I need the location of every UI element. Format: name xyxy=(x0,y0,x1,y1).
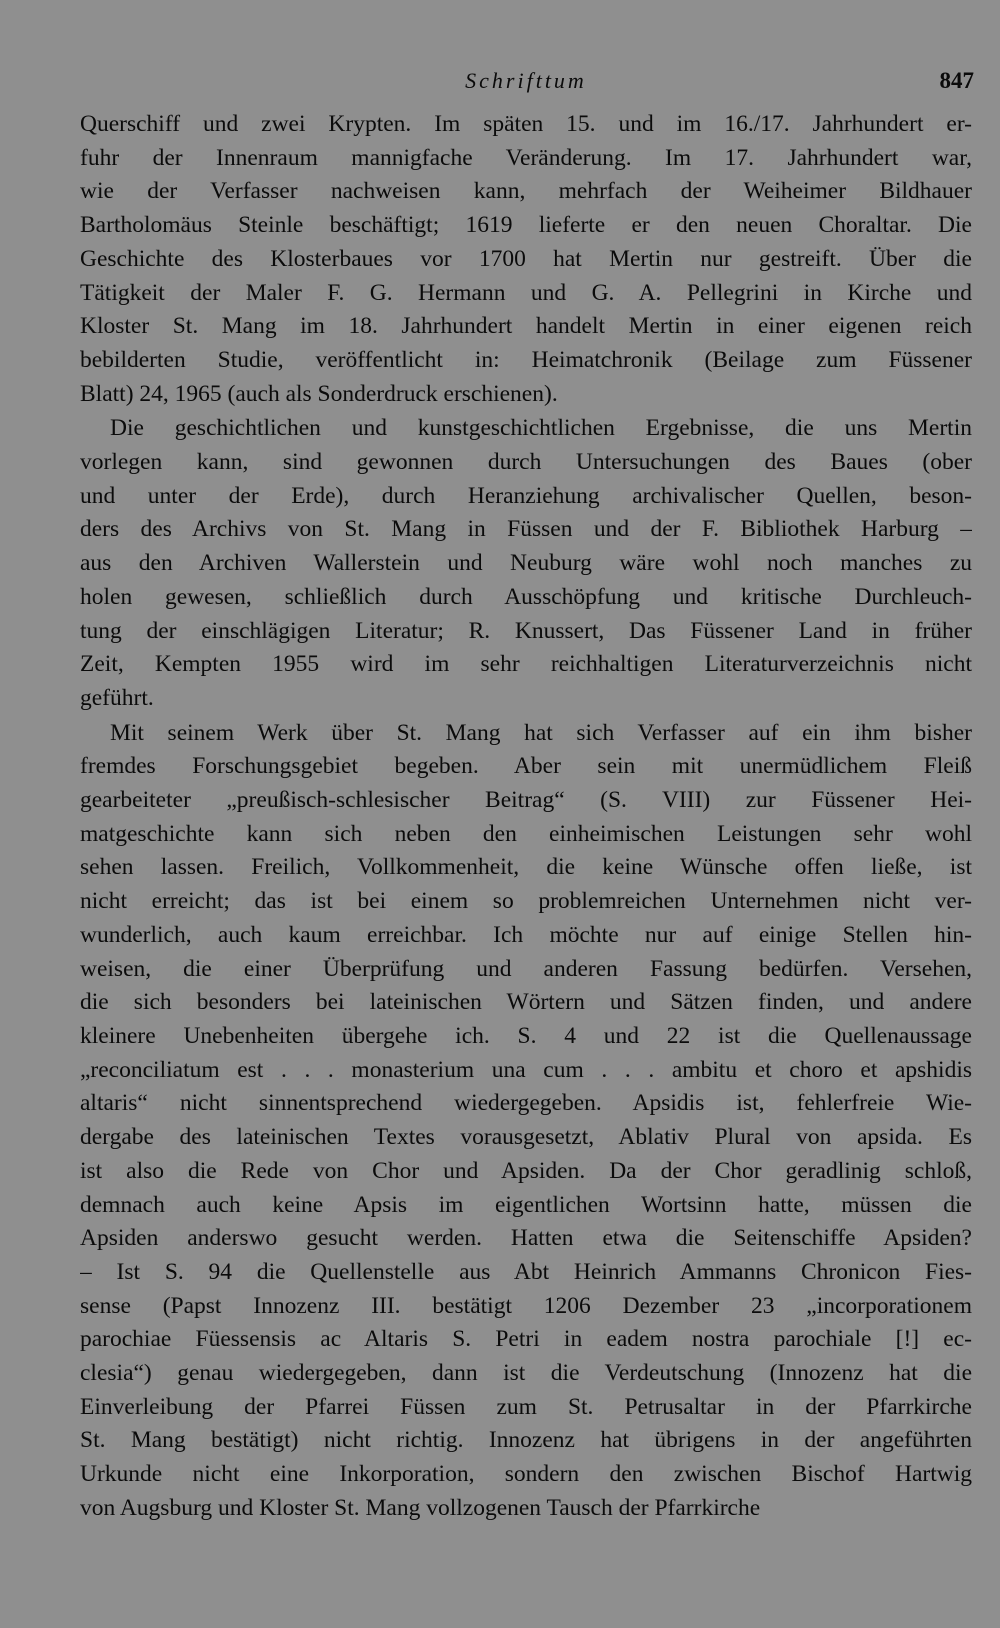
text-line: fremdes Forschungsgebiet begeben. Aber sein mit unermüdlichem Fleiß xyxy=(80,753,972,780)
text-line: Geschichte des Klosterbaues vor 1700 hat Mertin nur gestreift. Über die xyxy=(80,245,972,272)
text-line: gearbeiteter „preußisch-schlesischer Beitrag“ (S. VIII) zur Füssener Hei- xyxy=(80,787,972,814)
text-line: Blatt) 24, 1965 (auch als Sonderdruck erschienen). xyxy=(80,380,558,407)
running-head xyxy=(80,64,972,104)
paragraph-1 xyxy=(80,108,972,411)
text-line: wie der Verfasser nachweisen kann, mehrfach der Weiheimer Bildhauer xyxy=(80,178,972,205)
text-line: Mit seinem Werk über St. Mang hat sich Verfasser auf ein ihm bisher xyxy=(110,719,972,746)
text-line: parochiae Füessensis ac Altaris S. Petri in eadem nostra parochiale [!] ec- xyxy=(80,1326,972,1353)
text-line: „reconciliatum est . . . monasterium una cum . . . ambitu et choro et apshidis xyxy=(80,1056,972,1083)
text-line: Bartholomäus Steinle beschäftigt; 1619 lieferte er den neuen Choraltar. Die xyxy=(80,212,972,239)
body-text xyxy=(80,108,972,1526)
document-page xyxy=(80,64,972,1564)
text-line: dergabe des lateinischen Textes vorausgesetzt, Ablativ Plural von apsida. Es xyxy=(80,1124,972,1151)
text-line: geführt. xyxy=(80,684,154,711)
text-line: demnach auch keine Apsis im eigentlichen Wortsinn hatte, müssen die xyxy=(80,1191,972,1218)
text-line: Querschiff und zwei Krypten. Im späten 15. und im 16./17. Jahrhundert er- xyxy=(80,111,972,137)
text-line: Kloster St. Mang im 18. Jahrhundert handelt Mertin in einer eigenen reich xyxy=(80,313,972,340)
text-line: aus den Archiven Wallerstein und Neuburg wäre wohl noch manches zu xyxy=(80,550,972,577)
text-line: die sich besonders bei lateinischen Wörtern und Sätzen finden, und andere xyxy=(80,989,972,1016)
text-line: tung der einschlägigen Literatur; R. Knussert, Das Füssener Land in früher xyxy=(80,617,972,644)
text-line: Apsiden anderswo gesucht werden. Hatten etwa die Seitenschiffe Apsiden? xyxy=(80,1225,972,1252)
text-line: ders des Archivs von St. Mang in Füssen und der F. Bibliothek Harburg – xyxy=(80,516,972,543)
paragraph-2 xyxy=(80,412,972,715)
text-line: fuhr der Innenraum mannigfache Veränderung. Im 17. Jahrhundert war, xyxy=(80,144,972,171)
paragraph-3 xyxy=(80,717,972,1526)
text-line: clesia“) genau wiedergegeben, dann ist die Verdeutschung (Innozenz hat die xyxy=(80,1360,972,1387)
text-line: und unter der Erde), durch Heranziehung archivalischer Quellen, beson- xyxy=(80,482,972,509)
text-line: bebilderten Studie, veröffentlicht in: Heimatchronik (Beilage zum Füssener xyxy=(80,346,972,373)
text-line: Zeit, Kempten 1955 wird im sehr reichhaltigen Literaturverzeichnis nicht xyxy=(80,651,972,678)
text-line: altaris“ nicht sinnentsprechend wiedergegeben. Apsidis ist, fehlerfreie Wie- xyxy=(80,1090,972,1117)
text-line: Tätigkeit der Maler F. G. Hermann und G. A. Pellegrini in Kirche und xyxy=(80,279,972,306)
running-title: Schrifttum xyxy=(465,68,587,93)
text-line: – Ist S. 94 die Quellenstelle aus Abt Heinrich Ammanns Chronicon Fies- xyxy=(80,1258,972,1285)
text-line: ist also die Rede von Chor und Apsiden. Da der Chor geradlinig schloß, xyxy=(80,1157,972,1184)
text-line: sense (Papst Innozenz III. bestätigt 1206 Dezember 23 „incorporationem xyxy=(80,1292,972,1319)
page-number: 847 xyxy=(939,68,974,93)
text-line: Urkunde nicht eine Inkorporation, sondern den zwischen Bischof Hartwig xyxy=(80,1461,972,1488)
text-line: wunderlich, auch kaum erreichbar. Ich möchte nur auf einige Stellen hin- xyxy=(80,921,972,948)
text-line: kleinere Unebenheiten übergehe ich. S. 4 und 22 ist die Quellenaussage xyxy=(80,1022,972,1049)
text-line: matgeschichte kann sich neben den einheimischen Leistungen sehr wohl xyxy=(80,820,972,847)
text-line: weisen, die einer Überprüfung und anderen Fassung bedürfen. Versehen, xyxy=(80,955,972,982)
text-line: holen gewesen, schließlich durch Ausschöpfung und kritische Durchleuch- xyxy=(80,583,972,610)
text-line: Die geschichtlichen und kunstgeschichtlichen Ergebnisse, die uns Mertin xyxy=(110,415,972,442)
text-line: nicht erreicht; das ist bei einem so problemreichen Unternehmen nicht ver- xyxy=(80,888,972,915)
text-line: St. Mang bestätigt) nicht richtig. Innozenz hat übrigens in der angeführten xyxy=(80,1427,972,1454)
text-line: von Augsburg und Kloster St. Mang vollzogenen Tausch der Pfarrkirche xyxy=(80,1494,761,1521)
text-line: sehen lassen. Freilich, Vollkommenheit, die keine Wünsche offen ließe, ist xyxy=(80,854,972,881)
text-line: vorlegen kann, sind gewonnen durch Untersuchungen des Baues (ober xyxy=(80,449,972,476)
text-line: Einverleibung der Pfarrei Füssen zum St. Petrusaltar in der Pfarrkirche xyxy=(80,1393,972,1420)
